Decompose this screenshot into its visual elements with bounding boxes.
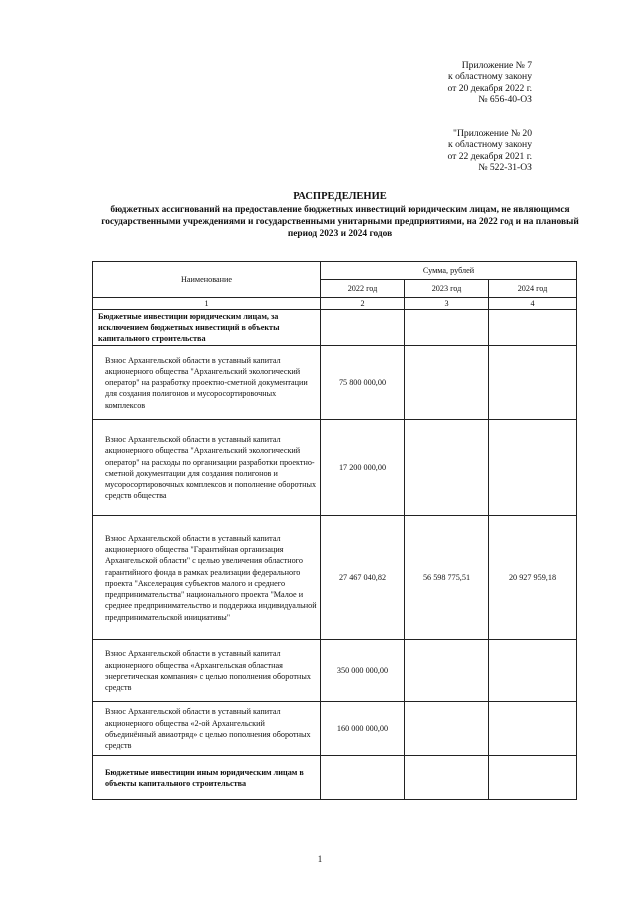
amount-2022: 75 800 000,00 [321, 346, 405, 420]
column-number: 2 [321, 298, 405, 310]
appendix-date: от 20 декабря 2022 г. [447, 82, 532, 94]
header-row [93, 262, 577, 280]
original-appendix-header [448, 128, 533, 174]
amount-2023 [405, 346, 489, 420]
row-name: Взнос Архангельской области в уставный капитал акционерного общества "Архангельский экологический оператор" на разработку проектно-сметной документации для создания полигонов и мусоросортировочных комплексов [93, 346, 321, 420]
header-year-2023: 2023 год [405, 280, 489, 298]
amount-2022 [321, 310, 405, 346]
row-name: Взнос Архангельской области в уставный капитал акционерного общества «2-ой Архангельский объединённый авиаотряд» с целью пополнения оборотных средств [93, 702, 321, 756]
table-row [93, 310, 577, 346]
column-number: 4 [489, 298, 577, 310]
column-number: 3 [405, 298, 489, 310]
amount-2024 [489, 702, 577, 756]
page-number: 1 [317, 854, 323, 864]
amount-2023 [405, 640, 489, 702]
original-appendix-law-ref: к областному закону [448, 139, 532, 151]
row-name: Взнос Архангельской области в уставный капитал акционерного общества "Архангельский экологический оператор" на расходы по организации разработки проектно-сметной документации для создания полигонов и мусоросортировочных комплексов и пополнение оборотных средств общества [93, 420, 321, 516]
allocation-table [92, 261, 577, 800]
row-name: Взнос Архангельской области в уставный капитал акционерного общества "Гарантийная организация Архангельской области" с целью увеличения областного гарантийного фонда в рамках реализации федерального проекта "Акселерация субъектов малого и среднего предпринимательства" национального проекта "Малое и среднее предпринимательство и поддержка индивидуальной предпринимательской инициативы" [93, 516, 321, 640]
amount-2024 [489, 756, 577, 800]
document-title [92, 190, 588, 240]
table-row [93, 702, 577, 756]
table-row [93, 756, 577, 800]
appendix-header [448, 60, 533, 106]
title-main: РАСПРЕДЕЛЕНИЕ [293, 191, 387, 202]
appendix-law-number: № 656-40-ОЗ [478, 94, 532, 106]
original-appendix-date: от 22 декабря 2021 г. [447, 150, 532, 162]
table-row [93, 346, 577, 420]
header-year-2024: 2024 год [489, 280, 577, 298]
row-name: Бюджетные инвестиции юридическим лицам, за исключением бюджетных инвестиций в объекты капитального строительства [93, 310, 321, 346]
column-numbers-row [93, 298, 577, 310]
row-name: Бюджетные инвестиции иным юридическим лицам в объекты капитального строительства [93, 756, 321, 800]
amount-2022: 27 467 040,82 [321, 516, 405, 640]
table-row [93, 516, 577, 640]
amount-2024 [489, 310, 577, 346]
header-sum-cell: Сумма, рублей [321, 262, 577, 280]
header-year-2022: 2022 год [321, 280, 405, 298]
appendix-number: Приложение № 7 [461, 60, 532, 71]
amount-2023 [405, 420, 489, 516]
header-name-cell: Наименование [93, 262, 321, 298]
amount-2023 [405, 702, 489, 756]
original-appendix-number: "Приложение № 20 [453, 128, 532, 139]
amount-2022 [321, 756, 405, 800]
amount-2024: 20 927 959,18 [489, 516, 577, 640]
amount-2024 [489, 640, 577, 702]
appendix-law-ref: к областному закону [448, 71, 532, 83]
original-appendix-law-number: № 522-31-ОЗ [478, 162, 532, 174]
amount-2022: 17 200 000,00 [321, 420, 405, 516]
table-row [93, 640, 577, 702]
table-row [93, 420, 577, 516]
amount-2022: 350 000 000,00 [321, 640, 405, 702]
amount-2024 [489, 420, 577, 516]
amount-2023 [405, 756, 489, 800]
column-number: 1 [93, 298, 321, 310]
amount-2023: 56 598 775,51 [405, 516, 489, 640]
amount-2022: 160 000 000,00 [321, 702, 405, 756]
amount-2023 [405, 310, 489, 346]
title-subtitle: бюджетных ассигнований на предоставление бюджетных инвестиций юридическим лицам, не являющимся государственными учреждениями и государственными унитарными предприятиями, на 2022 год и на плановый период 2023 и 2024 годов [101, 205, 579, 239]
amount-2024 [489, 346, 577, 420]
row-name: Взнос Архангельской области в уставный капитал акционерного общества «Архангельская областная энергетическая компания» с целью пополнения оборотных средств [93, 640, 321, 702]
